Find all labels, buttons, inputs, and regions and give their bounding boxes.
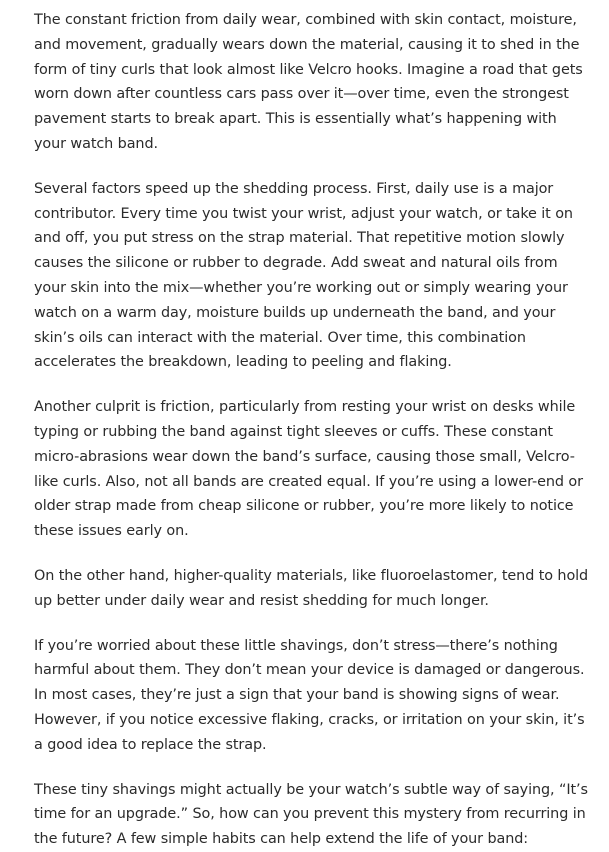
paragraph-harmless-shavings: If you’re worried about these little shavings, don’t stress—there’s nothing harmful about them. They don’t mean your device is damaged or dangerous. In most cases, they’re just a sign that your band is showing signs of wear. However, if you notice excessive flaking, cracks, or irritation on your skin, it’s a good idea to replace the strap. [34, 637, 585, 753]
paragraph-shedding-factors: Several factors speed up the shedding process. First, daily use is a major contributor. Every time you twist your wrist, adjust your watch, or take it on and off, you put stress on the strap material. That repetitive motion slowly causes the silicone or rubber to degrade. Add sweat and natural oils from your skin into the mix—whether you’re working out or simply wearing your watch on a warm day, moisture builds up underneath the band, and your skin’s oils can interact with the material. Over time, this combination accelerates the breakdown, leading to peeling and flaking. [34, 180, 573, 371]
paragraph-quality-materials: On the other hand, higher-quality materials, like fluoroelastomer, tend to hold up better under daily wear and resist shedding for much longer. [34, 567, 589, 609]
paragraph-prevention-intro: These tiny shavings might actually be your watch’s subtle way of saying, “It’s time for an upgrade.” So, how can you prevent this mystery from recurring in the future? A few simple habits can help extend the life of your band: [34, 781, 588, 848]
paragraph-friction-wear: The constant friction from daily wear, combined with skin contact, moisture, and movement, gradually wears down the material, causing it to shed in the form of tiny curls that look almost like Velcro hooks. Imagine a road that gets worn down after countless cars pass over it—over time, even the strongest pavement starts to break apart. This is essentially what’s happening with your watch band. [34, 12, 583, 152]
paragraph-friction-culprit: Another culprit is friction, particularly from resting your wrist on desks while typing or rubbing the band against tight sleeves or cuffs. These constant micro-abrasions wear down the band’s surface, causing those small, Velcro-like curls. Also, not all bands are created equal. If you’re using a lower-end or older strap made from cheap silicone or rubber, you’re more likely to notice these issues early on. [34, 399, 583, 540]
